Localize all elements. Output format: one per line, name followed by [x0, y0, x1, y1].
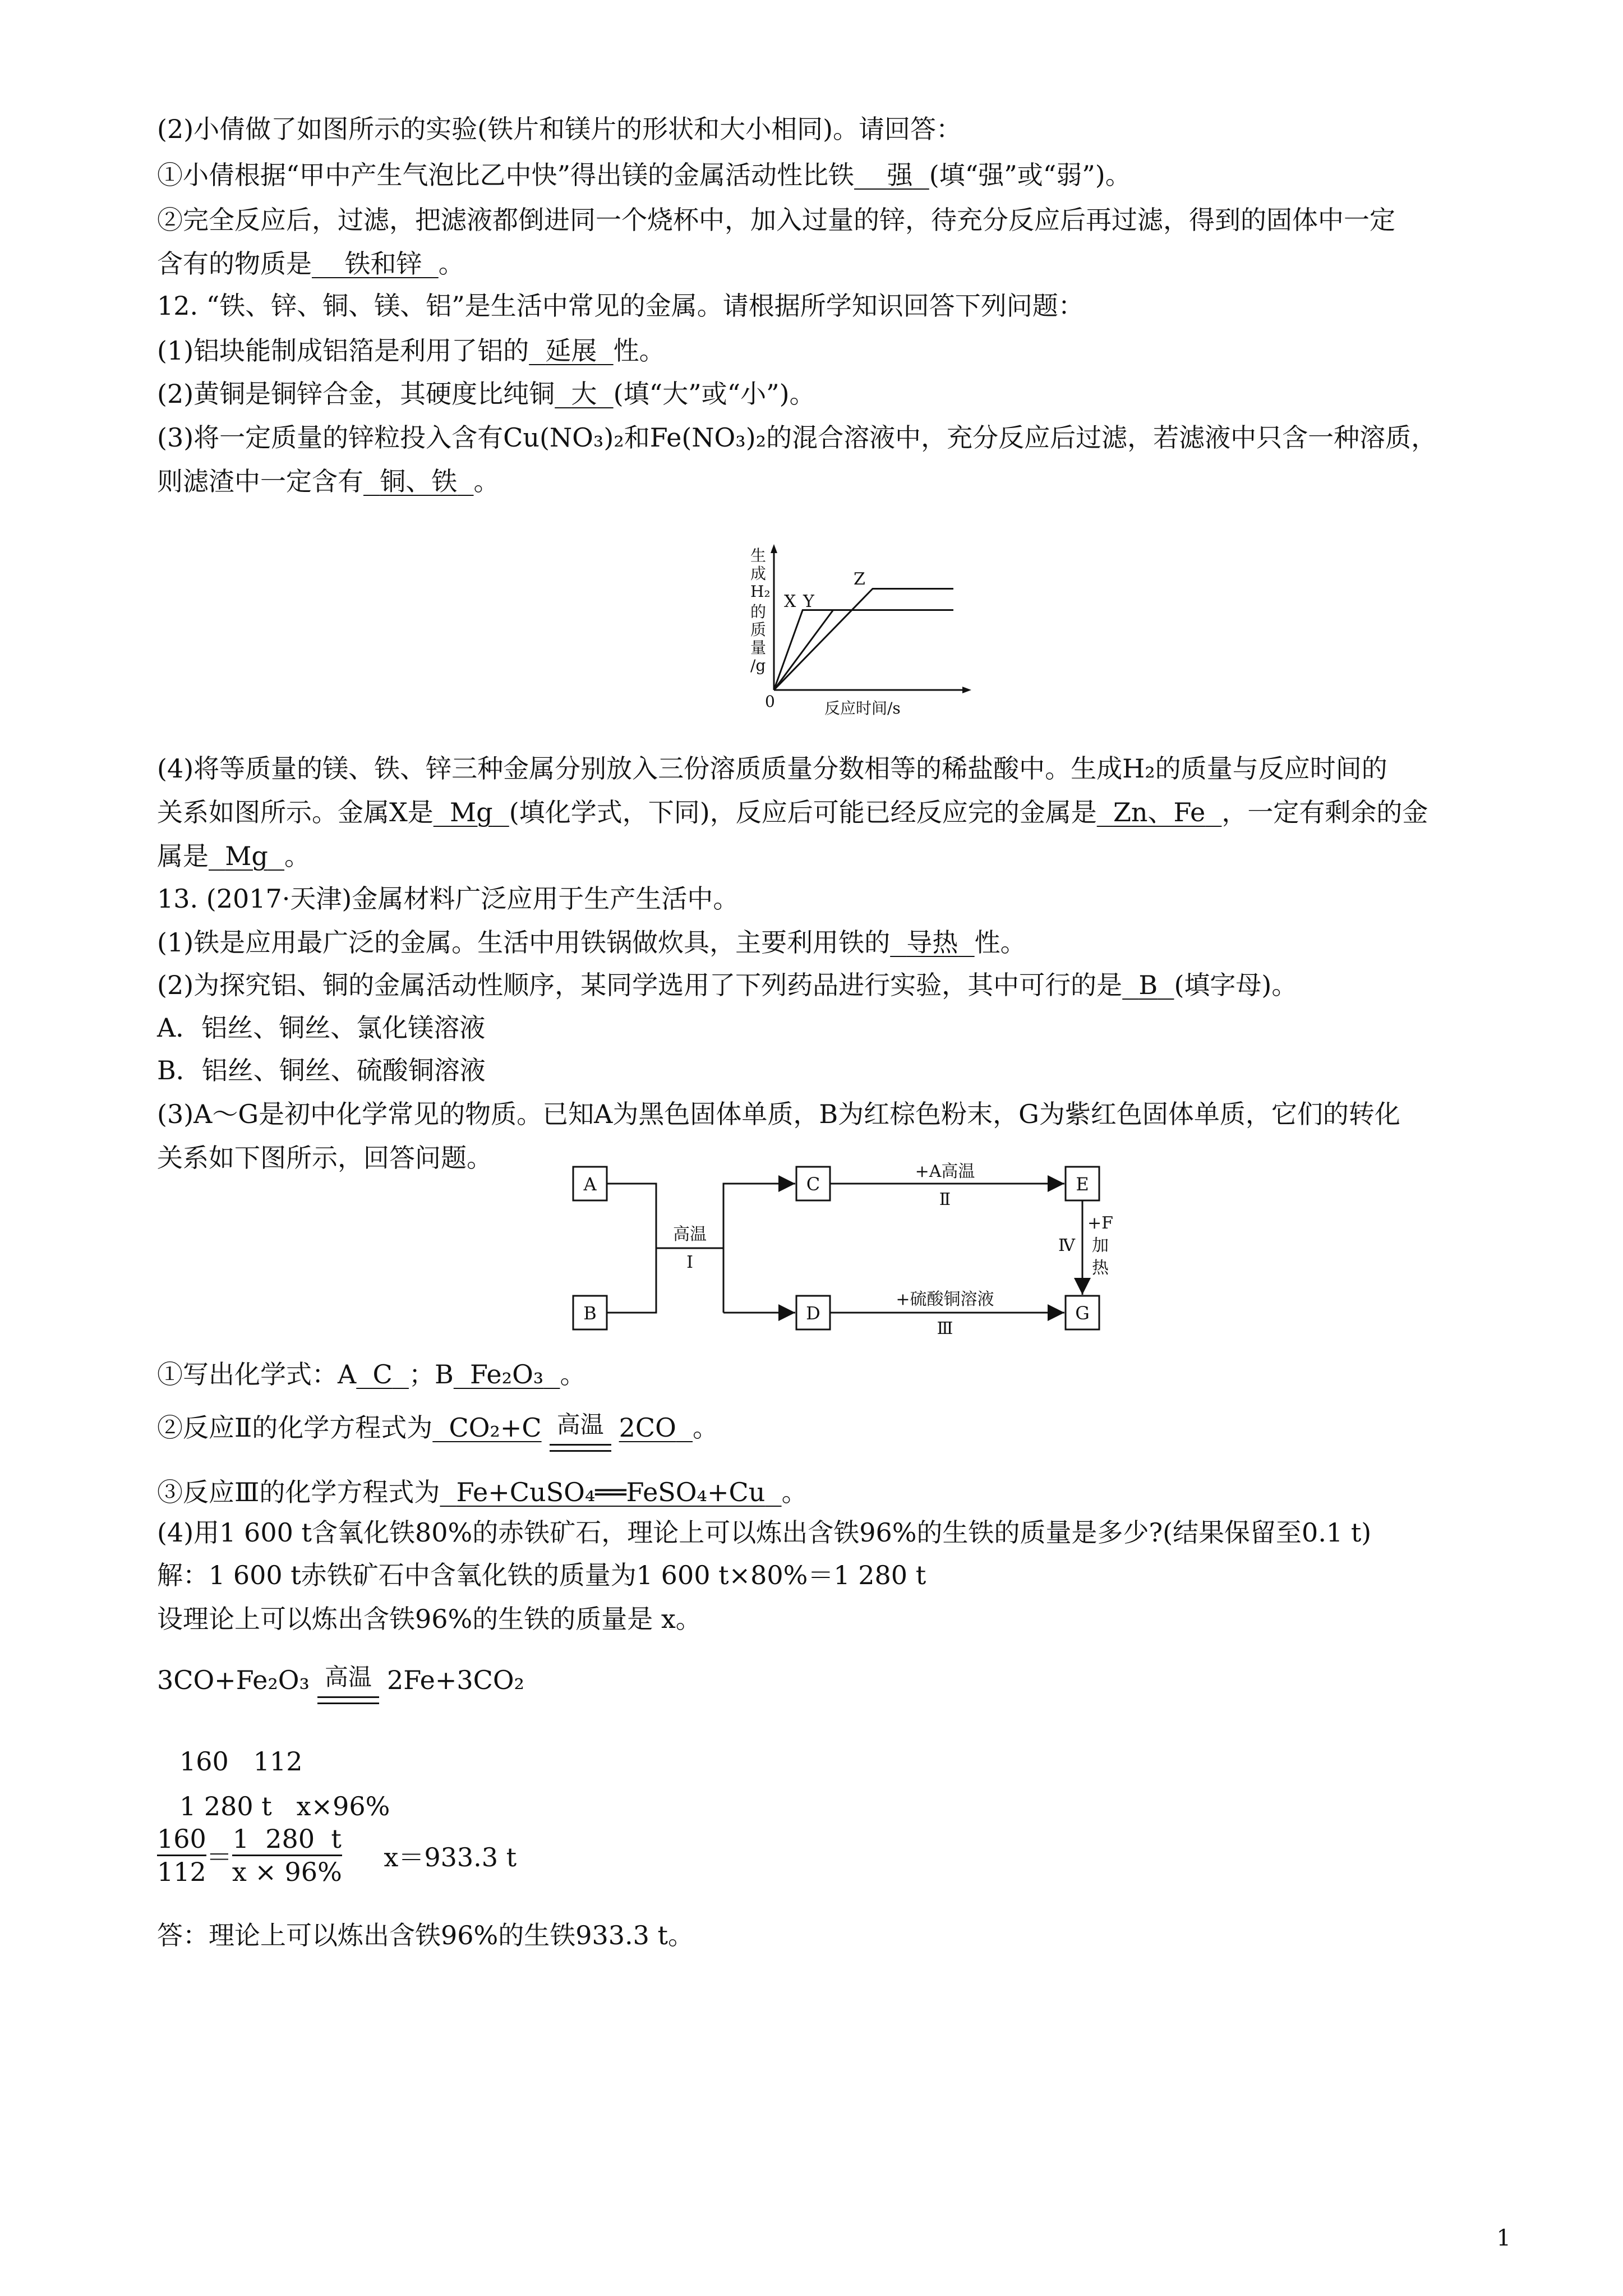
chart-y-arrow — [771, 544, 777, 553]
x-result: x＝933.3 t — [384, 1842, 517, 1872]
q12-p2-answer: 大 — [571, 379, 597, 409]
conversion-flow-diagram — [572, 1161, 1113, 1341]
q12-p3-answer: 铜、铁 — [380, 466, 458, 496]
chart-ylabel-3: H₂ — [750, 582, 771, 601]
q12-p3-line2: 则滤渣中一定含有 铜、铁 。 — [157, 466, 500, 496]
q12-p4-answer-3: Mg — [225, 841, 268, 871]
series-label-z: Z — [854, 569, 865, 589]
q13-equation: 3CO+Fe₂O₃ 高温 2Fe+3CO₂ — [157, 1660, 524, 1704]
q13-answer: 答：理论上可以炼出含铁96%的生铁933.3 t。 — [157, 1920, 694, 1950]
r4-cond-1: +F — [1087, 1213, 1113, 1233]
chart-ylabel-7: /g — [750, 656, 766, 675]
series-label-x: X — [784, 592, 796, 611]
series-line-x — [774, 610, 953, 691]
node-e-label: E — [1076, 1174, 1089, 1195]
fraction-right: $\frac{1 280 t}{x \times 96\%}$ — [232, 1824, 342, 1887]
q13-ratio-2: 1 280 t x×96% — [179, 1791, 390, 1821]
chart-x-arrow — [962, 687, 971, 693]
q-prev-p2-1-post: (填“强”或“弱”)。 — [929, 160, 1131, 190]
r2-cond: +A高温 — [915, 1162, 975, 1181]
q-prev-p2-2-line2: 含有的物质是 铁和锌 。 — [157, 249, 464, 279]
chart-ylabel-4: 的 — [750, 602, 767, 621]
q13-option-a: A．铝丝、铜丝、氯化镁溶液 — [157, 1013, 486, 1043]
q-prev-p2-intro: (2)小倩做了如图所示的实验(铁片和镁片的形状和大小相同)。请回答： — [157, 114, 962, 144]
q13-solution-1: 解：1 600 t赤铁矿石中含氧化铁的质量为1 600 t×80%＝1 280 t — [157, 1560, 926, 1590]
edge-to-c — [723, 1184, 795, 1313]
q12-p4-line1: (4)将等质量的镁、铁、锌三种金属分别放入三份溶质质量分数相等的稀盐酸中。生成H₂的质量与反应时间的 — [157, 753, 1387, 784]
r1-num: Ⅰ — [686, 1253, 693, 1272]
q13-p3-line1: (3)A～G是初中化学常见的物质。已知A为黑色固体单质，B为红棕色粉末，G为紫红色固体单质，它们的转化 — [157, 1099, 1400, 1129]
node-a-label: A — [583, 1174, 597, 1195]
q13-p4-question: (4)用1 600 t含氧化铁80%的赤铁矿石，理论上可以炼出含铁96%的生铁的质量是多少?(结果保留至0.1 t) — [157, 1517, 1372, 1548]
q13-s3-answer: Fe+CuSO₄══FeSO₄+Cu — [456, 1477, 766, 1507]
h2-mass-time-chart — [740, 539, 976, 735]
q13-s2-condition: 高温 — [550, 1408, 611, 1452]
chart-ylabel-1: 生 — [750, 546, 767, 565]
chart-ylabel-2: 成 — [750, 564, 767, 583]
fraction-left: $\frac{160}{112}$ — [157, 1824, 206, 1887]
node-c-label: C — [806, 1174, 820, 1195]
q13-s3: ③反应Ⅲ的化学方程式为 Fe+CuSO₄══FeSO₄+Cu 。 — [157, 1477, 808, 1507]
r4-cond-3: 热 — [1092, 1258, 1109, 1278]
chart-origin: 0 — [765, 692, 775, 711]
node-b-label: B — [583, 1303, 597, 1324]
q13-proportion: $\frac{160}{112}$ ＝ $\frac{1 280 t}{x \times 96\%}$ x＝933.3 t — [157, 1824, 517, 1887]
q-prev-p2-1 — [157, 158, 1131, 192]
q-prev-p2-1-pre: ①小倩根据“甲中产生气泡比乙中快”得出镁的金属活动性比铁 — [157, 160, 855, 190]
q13-p2-answer: B — [1138, 970, 1158, 1000]
q13-p2: (2)为探究铝、铜的金属活动性顺序，某同学选用了下列药品进行实验，其中可行的是 B (填字母)。 — [157, 970, 1298, 1000]
q13-s2-rhs: 2CO — [619, 1412, 676, 1443]
q12-title: 12. “铁、锌、铜、镁、铝”是生活中常见的金属。请根据所学知识回答下列问题： — [157, 291, 1084, 321]
q13-ratio-1: 160 112 — [179, 1746, 303, 1777]
q-prev-p2-2-line1: ②完全反应后，过滤，把滤液都倒进同一个烧杯中，加入过量的锌，待充分反应后再过滤，得到的固体中一定 — [157, 205, 1395, 235]
chart-xlabel: 反应时间/s — [824, 699, 901, 717]
r4-cond-2: 加 — [1092, 1236, 1109, 1255]
q-prev-p2-1-answer: 强 — [887, 160, 913, 190]
q13-s2-lhs: CO₂+C — [449, 1412, 542, 1443]
q-prev-p2-2-answer: 铁和锌 — [344, 249, 422, 279]
r3-num: Ⅲ — [937, 1319, 953, 1338]
chart-ylabel-6: 量 — [750, 638, 767, 657]
r1-cond: 高温 — [673, 1225, 707, 1244]
r3-cond: +硫酸铜溶液 — [896, 1290, 994, 1309]
node-g-label: G — [1075, 1303, 1090, 1324]
q13-p3-line2: 关系如下图所示，回答问题。 — [157, 1143, 492, 1173]
q13-title: 13. (2017·天津)金属材料广泛应用于生产生活中。 — [157, 884, 739, 914]
q13-p1-answer: 导热 — [906, 927, 958, 958]
q12-p4-line3: 属是 Mg 。 — [157, 841, 311, 871]
q12-p1: (1)铝块能制成铝箔是利用了铝的 延展 性。 — [157, 335, 665, 366]
q13-s1: ①写出化学式：A C ；B Fe₂O₃ 。 — [157, 1359, 586, 1389]
r2-num: Ⅱ — [939, 1190, 951, 1209]
series-line-z — [774, 589, 953, 691]
node-d-label: D — [806, 1303, 820, 1324]
q13-s1-answer-b: Fe₂O₃ — [470, 1359, 544, 1389]
chart-ylabel-5: 质 — [750, 620, 767, 639]
q13-option-b: B．铝丝、铜丝、硫酸铜溶液 — [157, 1055, 486, 1085]
q13-solution-2: 设理论上可以炼出含铁96%的生铁的质量是 x。 — [157, 1604, 702, 1634]
q12-p4-answer-2: Zn、Fe — [1113, 797, 1206, 827]
q13-equation-condition: 高温 — [317, 1660, 379, 1704]
q13-p1: (1)铁是应用最广泛的金属。生活中用铁锅做炊具，主要利用铁的 导热 性。 — [157, 927, 1026, 958]
q12-p3-line1: (3)将一定质量的锌粒投入含有Cu(NO₃)₂和Fe(NO₃)₂的混合溶液中，充分反应后过滤，若滤液中只含一种溶质， — [157, 422, 1437, 453]
r4-num: Ⅳ — [1058, 1236, 1075, 1255]
q13-s2: ②反应Ⅱ的化学方程式为 CO₂+C 高温 2CO 。 — [157, 1408, 718, 1452]
page-number: 1 — [1496, 2225, 1511, 2251]
q12-p2: (2)黄铜是铜锌合金，其硬度比纯铜 大 (填“大”或“小”)。 — [157, 379, 815, 409]
series-line-y — [774, 610, 953, 691]
series-label-y: Y — [803, 592, 814, 611]
q13-s1-answer-a: C — [372, 1359, 393, 1389]
q12-p4-answer-1: Mg — [450, 797, 493, 827]
edge-a-merge — [607, 1184, 656, 1313]
q12-p1-answer: 延展 — [545, 335, 597, 366]
q12-p4-line2: 关系如图所示。金属X是 Mg (填化学式，下同)，反应后可能已经反应完的金属是 Zn、Fe ，一定有剩余的金 — [157, 797, 1428, 827]
